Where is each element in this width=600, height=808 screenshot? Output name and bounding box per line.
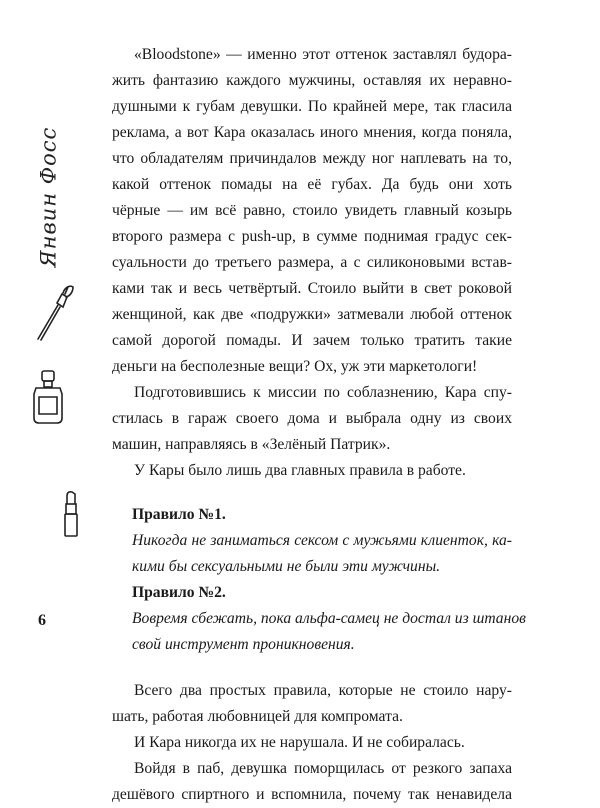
sidebar-author-title (33, 122, 63, 272)
page-number: 6 (38, 612, 46, 629)
rule-2-title: Правило №2. (132, 584, 226, 601)
spacer (112, 658, 512, 678)
rule-1-text-line: кими бы сексуальными не были эти мужчины. (132, 558, 441, 575)
paragraph-5: И Кара никогда их не нарушала. И не собиралась. (134, 734, 465, 751)
perfume-bottle-icon (30, 368, 66, 426)
text-line: реклама, а вот Кара оказалась иного мнения, когда поняла, (112, 124, 512, 141)
text-line: второго размера с push-up, в сумме поднимая градус сек- (112, 228, 512, 245)
text-line: шать, работая любовницей для компромата. (112, 708, 403, 725)
spacer (112, 484, 512, 502)
text-line: женщиной, как две «подружки» затмевали любой оттенок (112, 306, 512, 323)
rule-1 (112, 502, 512, 580)
paragraph-4 (112, 678, 512, 730)
text-line: Подготовившись к миссии по соблазнению, Кара спу- (134, 384, 512, 401)
lipstick-icon (60, 490, 82, 540)
text-line: «Bloodstone» — именно этот оттенок заставлял будора- (134, 46, 512, 63)
paragraph-6 (112, 756, 512, 808)
rule-2-text-line: Вовремя сбежать, пока альфа-самец не достал из штанов (132, 610, 526, 627)
author-name: Янвин Фосс (36, 126, 60, 268)
text-line: Всего два простых правила, которые не стоило нару- (134, 682, 512, 699)
rule-2 (112, 580, 526, 658)
text-line: Войдя в паб, девушка поморщилась от резкого запаха (134, 760, 512, 777)
text-line: ками так и весь четвёртый. Стоило выйти в свет роковой (112, 280, 512, 297)
text-line: жить фантазию каждого мужчины, оставляя их неравно- (112, 72, 512, 89)
rule-2-text-line: свой инструмент проникновения. (132, 636, 355, 653)
text-line: самой дорогой помады. И зачем только тратить такие (112, 332, 512, 349)
text-line: какой оттенок помады на её губах. Да будь они хоть (112, 176, 512, 193)
makeup-brush-icon (32, 283, 76, 343)
text-line: машин, направляясь в «Зелёный Патрик». (112, 436, 391, 453)
body-text (112, 42, 526, 808)
text-line: деньги на бесполезные вещи? Ох, уж эти маркетологи! (112, 358, 478, 375)
rule-1-title: Правило №1. (132, 506, 226, 523)
text-line: стилась в гараж своего дома и выбрала одну из своих (112, 410, 512, 427)
text-line: дешёвого спиртного и вспомнила, почему так ненавидела (112, 786, 512, 803)
text-line: суальности до третьего размера, а с силиконовыми встав- (112, 254, 512, 271)
text-line: что обладателям причиндалов между ног наплевать на то, (112, 150, 512, 167)
paragraph-3: У Кары было лишь два главных правила в работе. (134, 462, 466, 479)
text-line: чёрные — им всё равно, стоило увидеть главный козырь (112, 202, 512, 219)
paragraph-1 (112, 42, 512, 380)
text-line: душными к губам девушки. По крайней мере, так гласила (112, 98, 512, 115)
rule-1-text-line: Никогда не заниматься сексом с мужьями клиенток, ка- (132, 532, 512, 549)
paragraph-2 (112, 380, 512, 458)
